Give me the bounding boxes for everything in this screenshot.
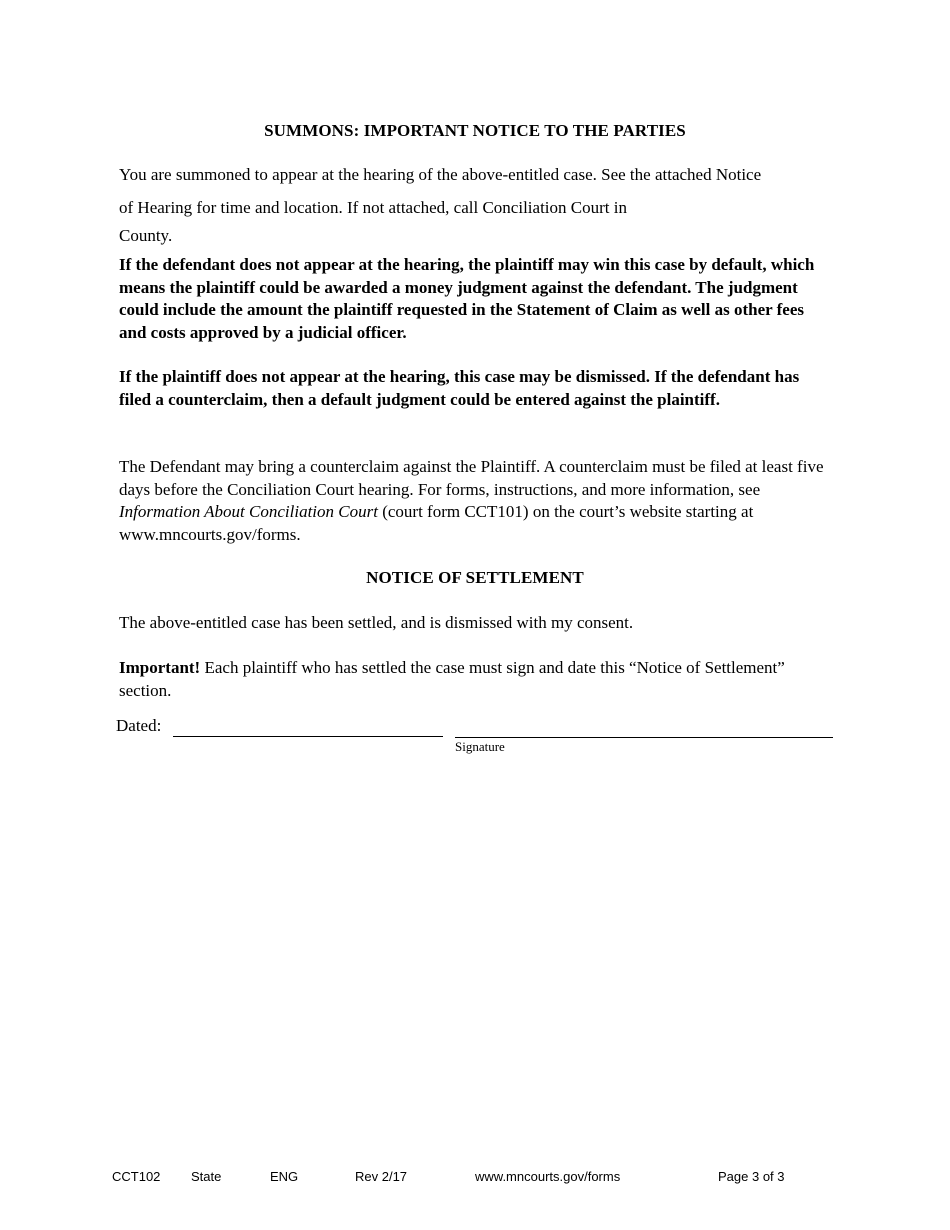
summons-line-3: County. (119, 226, 173, 245)
footer-revision: Rev 2/17 (355, 1169, 408, 1184)
dated-line[interactable] (173, 736, 443, 737)
signature-label: Signature (455, 739, 505, 754)
counterclaim-form-title: Information About Conciliation Court (119, 502, 378, 521)
summons-line-1: You are summoned to appear at the hearing of the above-entitled case. See the attached Notice (119, 165, 762, 184)
settlement-statement: The above-entitled case has been settled, and is dismissed with my consent. (119, 613, 634, 632)
footer-jurisdiction: State (191, 1169, 222, 1184)
footer-form-code: CCT102 (112, 1169, 161, 1184)
footer-page-number: Page 3 of 3 (718, 1169, 785, 1184)
footer-language: ENG (270, 1169, 299, 1184)
summons-line-2: of Hearing for time and location. If not attached, call Conciliation Court in (119, 198, 627, 217)
dated-label: Dated: (116, 716, 162, 735)
important-text: Each plaintiff who has settled the case must sign and date this “Notice of Settlement” section. (119, 658, 785, 700)
footer-website: www.mncourts.gov/forms (475, 1169, 621, 1184)
summons-heading: SUMMONS: IMPORTANT NOTICE TO THE PARTIES (264, 121, 686, 140)
default-warning: If the defendant does not appear at the hearing, the plaintiff may win this case by default, which means the plaintiff could be awarded a money judgment against the defendant. The judgment could include the amount the plaintiff requested in the Statement of Claim as well as other fees and costs approved by a judicial officer. (119, 255, 815, 342)
counterclaim-text-post: (court form CCT101) on the court’s website starting at www.mncourts.gov/forms. (119, 502, 754, 544)
counterclaim-paragraph (119, 456, 834, 546)
counterclaim-text-pre: The Defendant may bring a counterclaim against the Plaintiff. A counterclaim must be filed at least five days before the Conciliation Court hearing. For forms, instructions, and more information, see (119, 457, 824, 499)
settlement-important-paragraph (119, 657, 834, 702)
signature-line[interactable] (455, 737, 833, 738)
dismissal-warning: If the plaintiff does not appear at the hearing, this case may be dismissed. If the defendant has filed a counterclaim, then a default judgment could be entered against the plaintiff. (119, 367, 800, 409)
settlement-heading: NOTICE OF SETTLEMENT (366, 568, 584, 587)
important-label: Important! (119, 658, 201, 677)
